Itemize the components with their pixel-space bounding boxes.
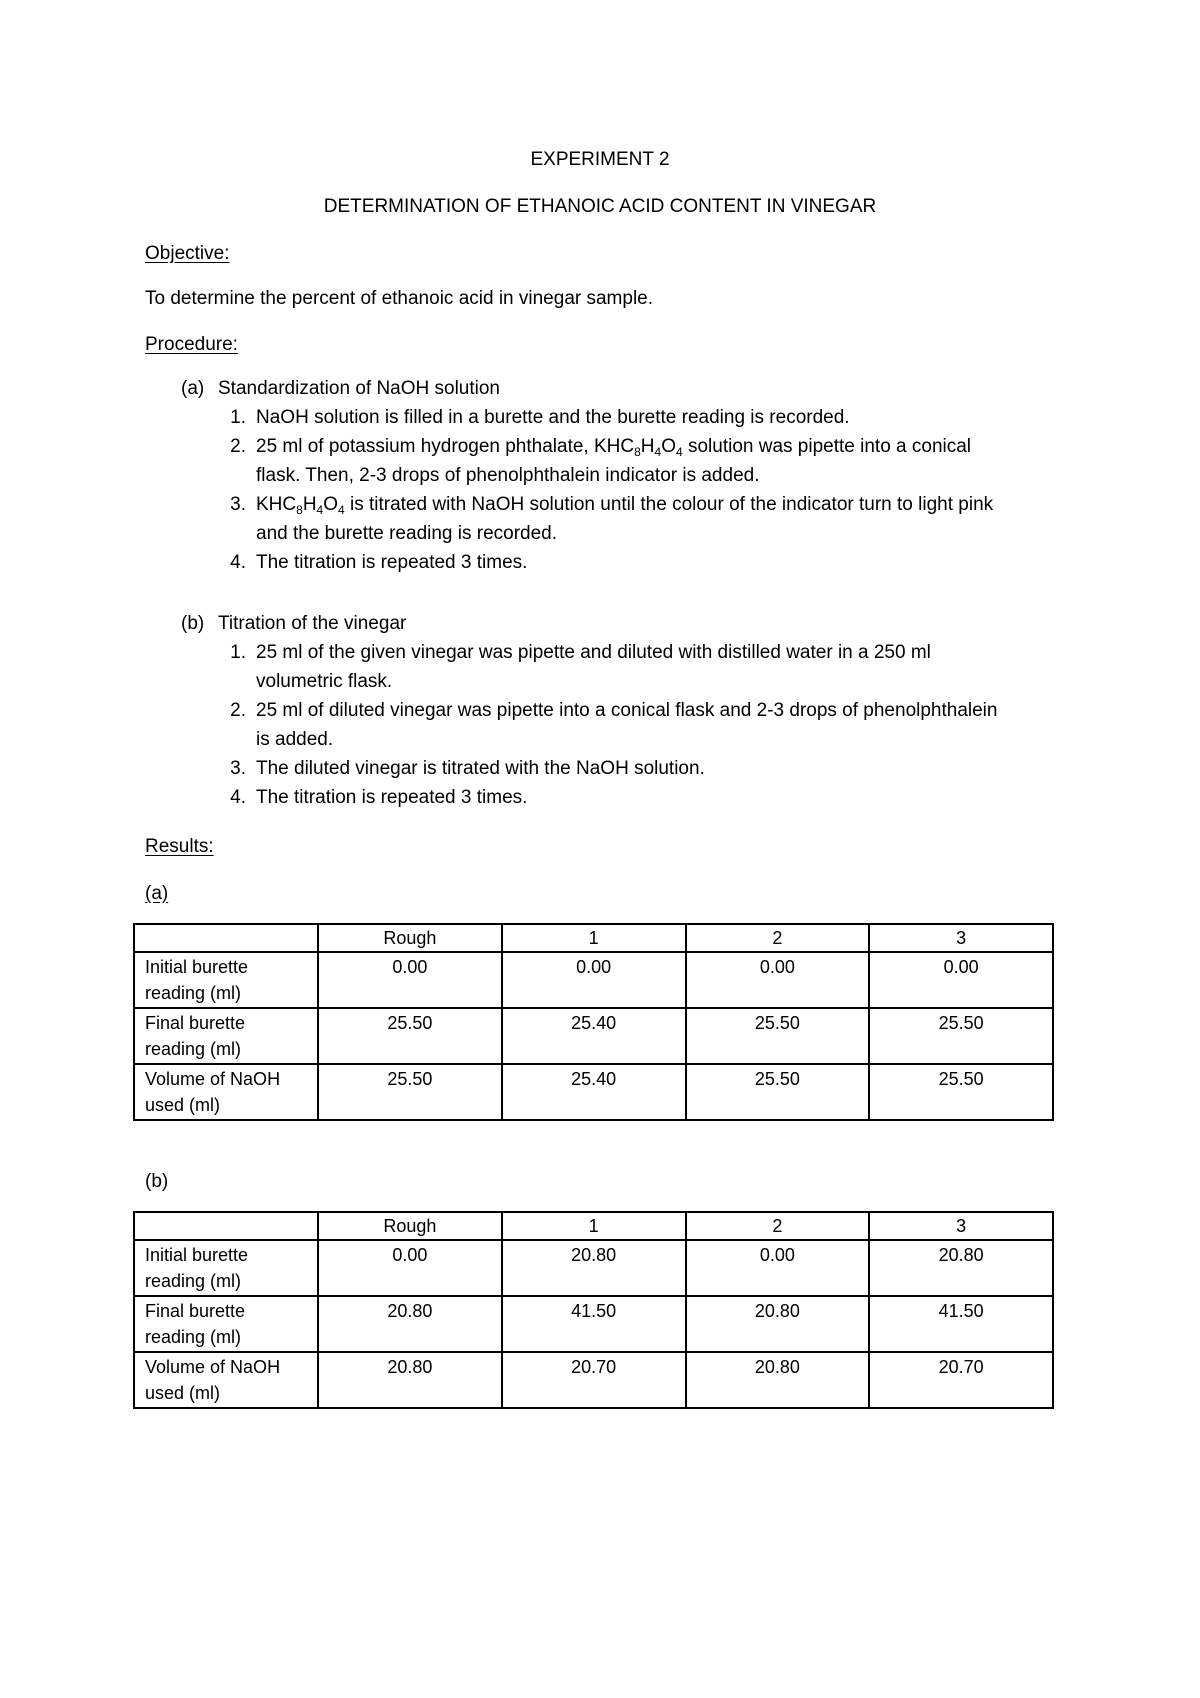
table-b-label: (b): [145, 1171, 169, 1192]
table-cell: 41.50: [869, 1296, 1053, 1352]
row-label: Initial burette reading (ml): [134, 1240, 318, 1296]
list-item: 3. $KHC_8H_4O_4$ is titrated with NaOH solution until the colour of the indicator turn to light pink: [230, 494, 994, 517]
table-row: [134, 1296, 1053, 1352]
table-header-row: [134, 1212, 1053, 1240]
table-header-cell: 2: [686, 1212, 870, 1240]
part-a-heading: [0, 378, 1200, 402]
objective-text: To determine the percent of ethanoic acid in vinegar sample.: [145, 288, 654, 309]
row-label: Final burette reading (ml): [134, 1008, 318, 1064]
table-cell: 0.00: [318, 952, 502, 1008]
table-cell: 41.50: [502, 1296, 686, 1352]
table-cell: 25.40: [502, 1008, 686, 1064]
table-cell: 25.50: [318, 1064, 502, 1120]
table-cell: 25.40: [502, 1064, 686, 1120]
table-cell: 25.50: [686, 1008, 870, 1064]
objective-heading: Objective:: [145, 243, 230, 264]
table-cell: 0.00: [502, 952, 686, 1008]
table-header-cell: 3: [869, 1212, 1053, 1240]
table-row: [134, 1240, 1053, 1296]
document-title: EXPERIMENT 2: [530, 149, 670, 170]
part-b-title: Titration of the vinegar: [218, 613, 407, 634]
table-cell: 0.00: [686, 952, 870, 1008]
table-cell: 20.80: [686, 1296, 870, 1352]
table-row: [134, 1008, 1053, 1064]
table-cell: 25.50: [869, 1008, 1053, 1064]
table-cell: 25.50: [686, 1064, 870, 1120]
table-cell: 20.80: [686, 1352, 870, 1408]
list-item-continuation: is added.: [256, 729, 334, 750]
part-a-label: (a): [181, 378, 205, 399]
part-b-label: (b): [181, 613, 205, 634]
table-row: [134, 1352, 1053, 1408]
list-item: 4. The titration is repeated 3 times.: [230, 552, 528, 573]
row-label: Volume of NaOH used (ml): [134, 1352, 318, 1408]
table-cell: 20.70: [869, 1352, 1053, 1408]
table-cell: 20.80: [869, 1240, 1053, 1296]
part-b-heading: [0, 613, 1200, 637]
list-item-continuation: volumetric flask.: [256, 671, 393, 692]
table-header-cell: 2: [686, 924, 870, 952]
row-label: Initial burette reading (ml): [134, 952, 318, 1008]
table-cell: 20.70: [502, 1352, 686, 1408]
table-header-cell: 3: [869, 924, 1053, 952]
results-heading: Results:: [145, 836, 214, 857]
table-cell: 25.50: [318, 1008, 502, 1064]
list-item: 3. The diluted vinegar is titrated with the NaOH solution.: [230, 758, 705, 779]
list-item-continuation: and the burette reading is recorded.: [256, 523, 558, 544]
table-cell: 20.80: [502, 1240, 686, 1296]
procedure-heading: Procedure:: [145, 334, 238, 355]
results-table-b: [133, 1211, 1054, 1409]
list-item: 2. 25 ml of diluted vinegar was pipette into a conical flask and 2-3 drops of phenolphthalein: [230, 700, 998, 721]
table-header-cell: 1: [502, 924, 686, 952]
results-table-a: [133, 923, 1054, 1121]
table-header-cell: 1: [502, 1212, 686, 1240]
table-cell: 0.00: [869, 952, 1053, 1008]
table-row: [134, 1064, 1053, 1120]
document-subtitle: DETERMINATION OF ETHANOIC ACID CONTENT IN VINEGAR: [323, 196, 877, 217]
table-a-label: (a): [145, 883, 169, 904]
table-header-row: [134, 924, 1053, 952]
table-cell: 25.50: [869, 1064, 1053, 1120]
table-header-cell: Rough: [318, 924, 502, 952]
list-item: 1. NaOH solution is filled in a burette and the burette reading is recorded.: [230, 407, 850, 428]
table-header-cell: [134, 924, 318, 952]
table-cell: 0.00: [686, 1240, 870, 1296]
table-cell: 20.80: [318, 1352, 502, 1408]
table-row: [134, 952, 1053, 1008]
list-item: 1. 25 ml of the given vinegar was pipette and diluted with distilled water in a 250 ml: [230, 642, 931, 663]
table-cell: 20.80: [318, 1296, 502, 1352]
list-item-continuation: flask. Then, 2-3 drops of phenolphthalein indicator is added.: [256, 465, 760, 486]
list-item: 4. The titration is repeated 3 times.: [230, 787, 528, 808]
part-a-title: Standardization of NaOH solution: [218, 378, 500, 399]
row-label: Final burette reading (ml): [134, 1296, 318, 1352]
table-cell: 0.00: [318, 1240, 502, 1296]
table-header-cell: Rough: [318, 1212, 502, 1240]
table-header-cell: [134, 1212, 318, 1240]
row-label: Volume of NaOH used (ml): [134, 1064, 318, 1120]
list-item: 2. 25 ml of potassium hydrogen phthalate, $KHC_8H_4O_4$ solution was pipette into a conical: [230, 436, 972, 459]
